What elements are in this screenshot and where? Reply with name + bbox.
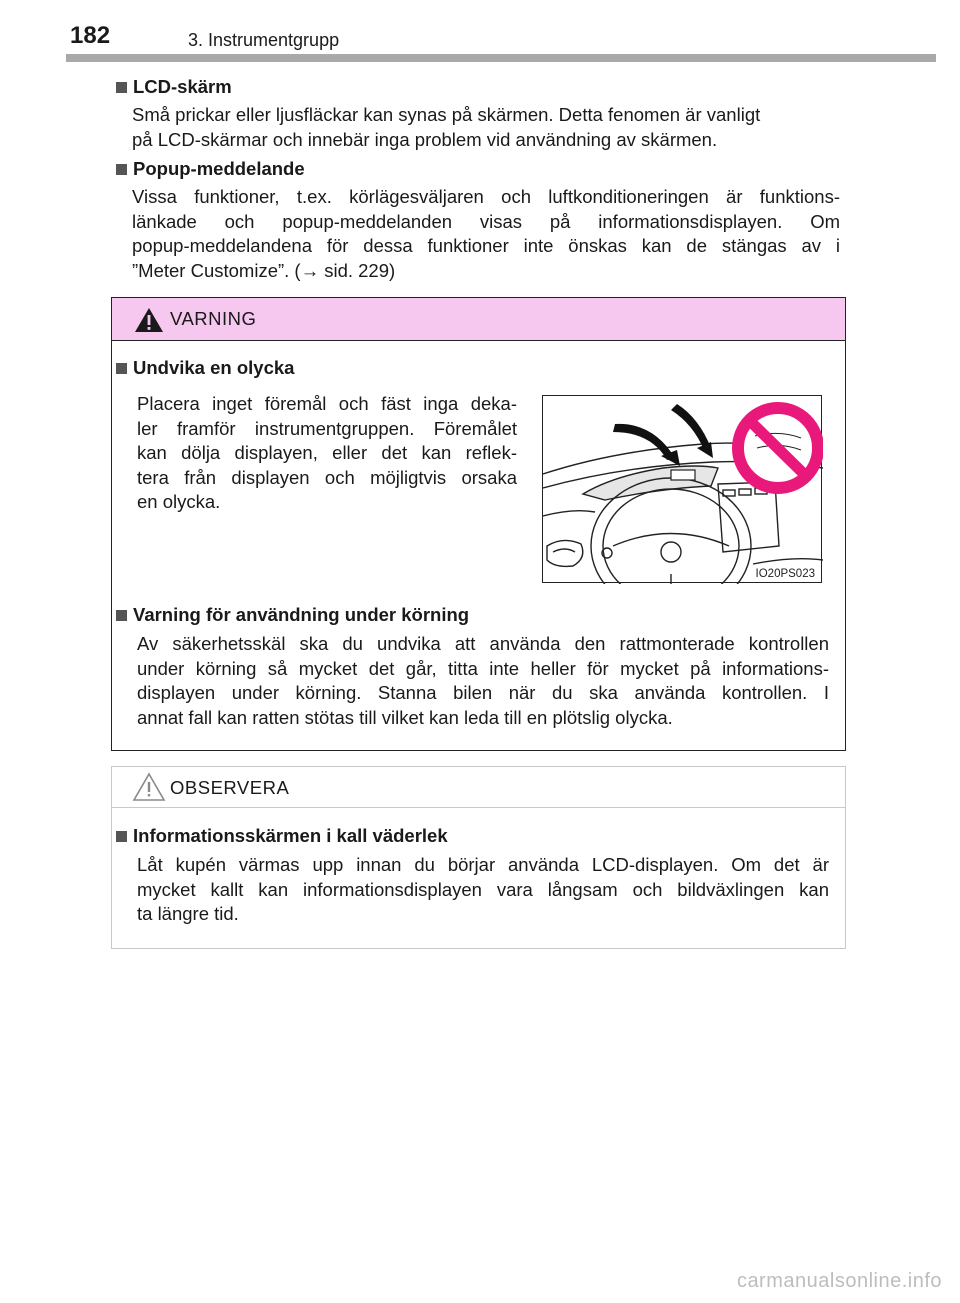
text-line: displayen under körning. Stanna bilen när du ska använda kontrollen. I <box>137 682 829 703</box>
text-line: länkade och popup-meddelanden visas på informationsdisplayen. Om <box>132 210 840 232</box>
notice-label: OBSERVERA <box>170 777 290 798</box>
dashboard-illustration <box>542 395 822 583</box>
notice-header <box>112 767 845 808</box>
text-line: Låt kupén värmas upp innan du börjar använda LCD-displayen. Om det är <box>137 854 829 875</box>
text-line: annat fall kan ratten stötas till vilket kan leda till en plötslig olycka. <box>137 706 673 728</box>
text-line: ta längre tid. <box>137 903 239 924</box>
paragraph-popup <box>132 185 840 283</box>
text-line: Placera inget föremål och fäst inga deka- <box>137 393 517 414</box>
caution-triangle-icon <box>132 771 166 803</box>
bullet-square-icon <box>116 164 127 175</box>
bullet-square-icon <box>116 363 127 374</box>
dashboard-drawing <box>543 396 823 584</box>
warning-label: VARNING <box>170 308 257 329</box>
warning-item-text-driving <box>137 632 829 730</box>
figure-code: IO20PS023 <box>755 568 815 580</box>
text-line: tera från displayen och möjligtvis orsaka <box>137 466 517 488</box>
warning-triangle-icon <box>134 306 164 334</box>
page-number: 182 <box>70 22 111 49</box>
page-reference-link[interactable]: → sid. 229) <box>300 259 396 281</box>
text-line: popup-meddelandena för dessa funktioner inte önskas kan de stängas av i <box>132 235 840 256</box>
warning-item-text-accident <box>137 392 517 515</box>
text-line: ler framför instrumentgruppen. Föremålet <box>137 417 517 439</box>
text-line: ”Meter Customize”. (→ sid. 229) <box>132 259 396 281</box>
warning-header <box>112 298 845 341</box>
text-line: under körning så mycket det går, titta inte heller för mycket på informations- <box>137 657 829 679</box>
chapter-title: 3. Instrumentgrupp <box>188 30 340 50</box>
text-line: kan dölja displayen, eller det kan reflek- <box>137 442 517 463</box>
text-line: Vissa funktioner, t.ex. körlägesväljaren och luftkonditioneringen är funktions- <box>132 186 840 207</box>
arrow-right-icon: → <box>300 259 320 281</box>
text-line: Av säkerhetsskäl ska du undvika att använda den rattmonterade kontrollen <box>137 633 829 654</box>
warning-item-title-accident: Undvika en olycka <box>116 357 294 379</box>
notice-item-title-cold: Informationsskärmen i kall väderlek <box>116 825 448 847</box>
text-line: på LCD-skärmar och innebär inga problem vid användning av skärmen. <box>132 128 718 150</box>
section-title-popup: Popup-meddelande <box>116 158 305 180</box>
notice-item-text-cold <box>137 853 829 927</box>
header-divider <box>66 54 936 62</box>
bullet-square-icon <box>116 610 127 621</box>
section-title-lcd: LCD-skärm <box>116 76 232 98</box>
watermark: carmanualsonline.info <box>736 1270 942 1292</box>
text-line: en olycka. <box>137 491 221 512</box>
bullet-square-icon <box>116 82 127 93</box>
warning-item-title-driving: Varning för användning under körning <box>116 604 469 626</box>
text-line: Små prickar eller ljusfläckar kan synas på skärmen. Detta fenomen är vanligt <box>132 104 761 125</box>
text-line: mycket kallt kan informationsdisplayen vara långsam och bildväxlingen kan <box>137 878 829 900</box>
paragraph-lcd <box>132 103 840 152</box>
bullet-square-icon <box>116 831 127 842</box>
